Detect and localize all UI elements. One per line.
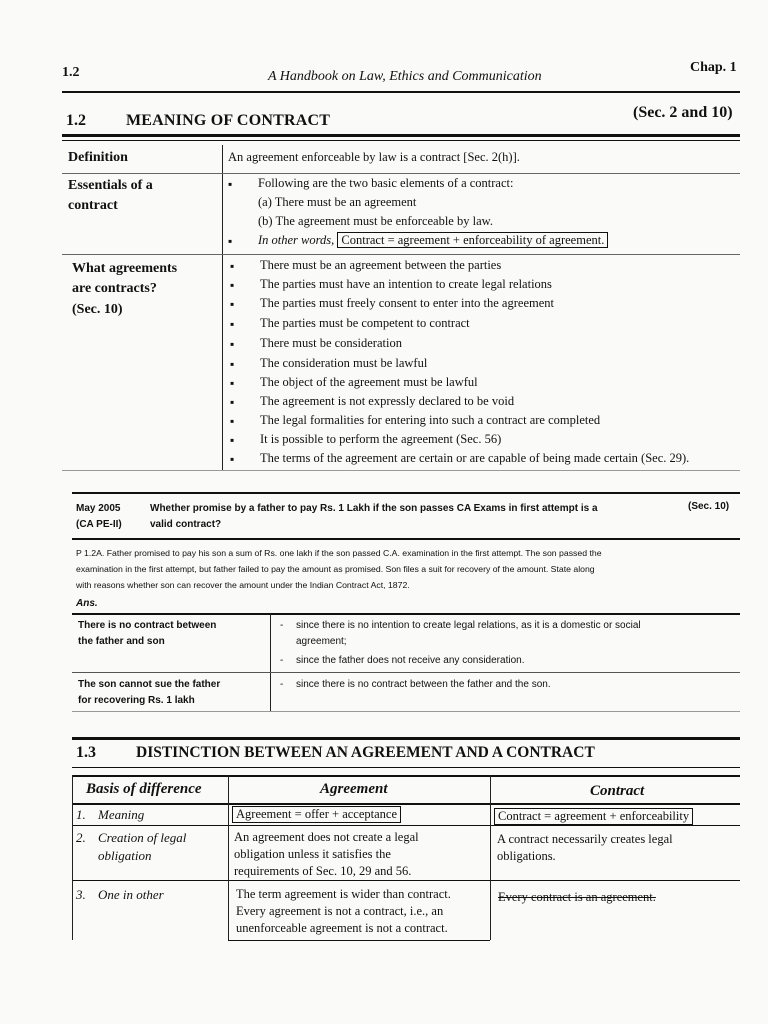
agreement-formula-box: Agreement = offer + acceptance xyxy=(232,806,401,823)
list-item: ▪ The object of the agreement must be lawful xyxy=(260,375,478,390)
column-header: Basis of difference xyxy=(86,781,202,797)
problem-text-2: examination in the first attempt, but father failed to pay the amount as promised. Son files a suit for recovery of the amount. State along xyxy=(76,564,595,574)
table-divider xyxy=(222,145,223,470)
in-other-words xyxy=(258,233,608,248)
list-item: ▪ It is possible to perform the agreement (Sec. 56) xyxy=(260,432,501,447)
agreement-text: An agreement does not create a legal xyxy=(234,830,419,844)
list-item: ▪ The legal formalities for entering into such a contract are completed xyxy=(260,413,600,428)
row-rule xyxy=(62,173,740,174)
row-rule xyxy=(72,825,740,826)
exam-question-2: valid contract? xyxy=(150,519,222,530)
section-rule-thin xyxy=(72,767,740,768)
answer-dash: - xyxy=(280,620,284,631)
list-item: ▪ There must be consideration xyxy=(260,336,402,351)
what-agreements-label: What agreements xyxy=(72,261,178,276)
page-number: 1.2 xyxy=(62,65,80,80)
in-other-words-prefix: In other words, xyxy=(258,233,335,247)
basis-label: One in other xyxy=(98,887,164,902)
basis-label: Meaning xyxy=(98,807,145,822)
list-item: ▪ The parties must freely consent to enter into the agreement xyxy=(260,296,554,311)
header-rule xyxy=(62,91,740,93)
definition-text: An agreement enforceable by law is a contract [Sec. 2(h)]. xyxy=(228,150,520,164)
agreement-text: obligation unless it satisfies the xyxy=(234,847,391,861)
contract-text: obligations. xyxy=(497,849,556,863)
row-number: 1. xyxy=(76,807,86,822)
what-agreements-section: (Sec. 10) xyxy=(72,302,123,317)
answer-conclusion: There is no contract between xyxy=(78,620,217,631)
essential-a: (a) There must be an agreement xyxy=(258,195,417,209)
essential-b: (b) The agreement must be enforceable by law. xyxy=(258,214,493,228)
answer-row-rule xyxy=(72,672,740,673)
section-number: 1.2 xyxy=(66,112,86,129)
answer-table-bottom xyxy=(72,711,740,712)
row-number: 2. xyxy=(76,830,86,845)
answer-dash: - xyxy=(280,655,284,666)
column-divider xyxy=(490,775,491,940)
section-number: 1.3 xyxy=(76,744,96,761)
row-number: 3. xyxy=(76,887,86,902)
answer-table-divider xyxy=(270,613,271,711)
column-divider xyxy=(72,775,73,940)
answer-conclusion: The son cannot sue the father xyxy=(78,679,221,690)
definition-label: Definition xyxy=(68,150,128,165)
chapter-label: Chap. 1 xyxy=(690,60,737,75)
section-title: MEANING OF CONTRACT xyxy=(126,112,331,129)
answer-conclusion-2: the father and son xyxy=(78,636,165,647)
exam-paper: (CA PE-II) xyxy=(76,519,122,530)
column-divider xyxy=(228,775,229,940)
row-rule xyxy=(62,254,740,255)
answer-dash: - xyxy=(280,679,284,690)
problem-text: P 1.2A. Father promised to pay his son a sum of Rs. one lakh if the son passed C.A. examination in the first attempt. The son passed the xyxy=(76,548,602,558)
section-rule-thick xyxy=(72,737,740,740)
essentials-label: Essentials of a xyxy=(68,178,153,193)
row-rule xyxy=(62,470,740,471)
essentials-label-2: contract xyxy=(68,198,118,213)
what-agreements-label-2: are contracts? xyxy=(72,281,157,296)
agreement-text: The term agreement is wider than contract. xyxy=(236,887,451,901)
agreement-text: Every agreement is not a contract, i.e., an xyxy=(236,904,444,918)
agreement-text: unenforceable agreement is not a contract. xyxy=(236,921,448,935)
exam-rule-top xyxy=(72,492,740,494)
answer-table-top xyxy=(72,613,740,615)
list-item: ▪ The agreement is not expressly declared to be void xyxy=(260,394,514,409)
exam-question: Whether promise by a father to pay Rs. 1 Lakh if the son passes CA Exams in first attempt is a xyxy=(150,503,598,514)
answer-conclusion-2: for recovering Rs. 1 lakh xyxy=(78,695,195,706)
answer-reason: since there is no intention to create legal relations, as it is a domestic or social xyxy=(296,620,641,631)
section-reference: (Sec. 2 and 10) xyxy=(633,104,733,121)
problem-text-3: with reasons whether son can recover the amount under the Indian Contract Act, 1872. xyxy=(76,580,410,590)
section-rule-thin xyxy=(62,140,740,141)
answer-reason: since there is no contract between the father and the son. xyxy=(296,679,551,690)
book-title: A Handbook on Law, Ethics and Communication xyxy=(268,69,542,84)
answer-label: Ans. xyxy=(76,598,98,609)
row-rule xyxy=(228,940,490,941)
row-rule xyxy=(72,880,740,881)
list-item: ▪ The terms of the agreement are certain or are capable of being made certain (Sec. 29). xyxy=(260,451,689,466)
basis-label-2: obligation xyxy=(98,848,152,863)
exam-reference: (Sec. 10) xyxy=(688,501,730,512)
agreement-text: requirements of Sec. 10, 29 and 56. xyxy=(234,864,412,878)
section-title: DISTINCTION BETWEEN AN AGREEMENT AND A CONTRACT xyxy=(136,744,595,761)
contract-text: Every contract is an agreement. xyxy=(498,890,656,904)
column-header: Agreement xyxy=(320,781,388,797)
list-item: ▪ The parties must have an intention to create legal relations xyxy=(260,277,552,292)
answer-reason-2: agreement; xyxy=(296,636,347,647)
contract-text: A contract necessarily creates legal xyxy=(497,832,673,846)
exam-session: May 2005 xyxy=(76,503,121,514)
list-item: ▪ The parties must be competent to contract xyxy=(260,316,470,331)
section-rule-thick xyxy=(62,134,740,137)
header-rule xyxy=(72,803,740,805)
list-item: ▪ There must be an agreement between the parties xyxy=(260,258,501,273)
exam-rule-bottom xyxy=(72,538,740,540)
contract-formula-box: Contract = agreement + enforceability xyxy=(494,808,693,825)
contract-formula-box: Contract = agreement + enforceability of agreement. xyxy=(337,232,608,248)
table-top xyxy=(72,775,740,777)
basis-label: Creation of legal xyxy=(98,830,187,845)
column-header: Contract xyxy=(590,783,645,799)
essentials-intro: ▪ Following are the two basic elements of a contract: xyxy=(258,176,513,191)
list-item: ▪ The consideration must be lawful xyxy=(260,356,427,371)
answer-reason-3: since the father does not receive any consideration. xyxy=(296,655,525,666)
